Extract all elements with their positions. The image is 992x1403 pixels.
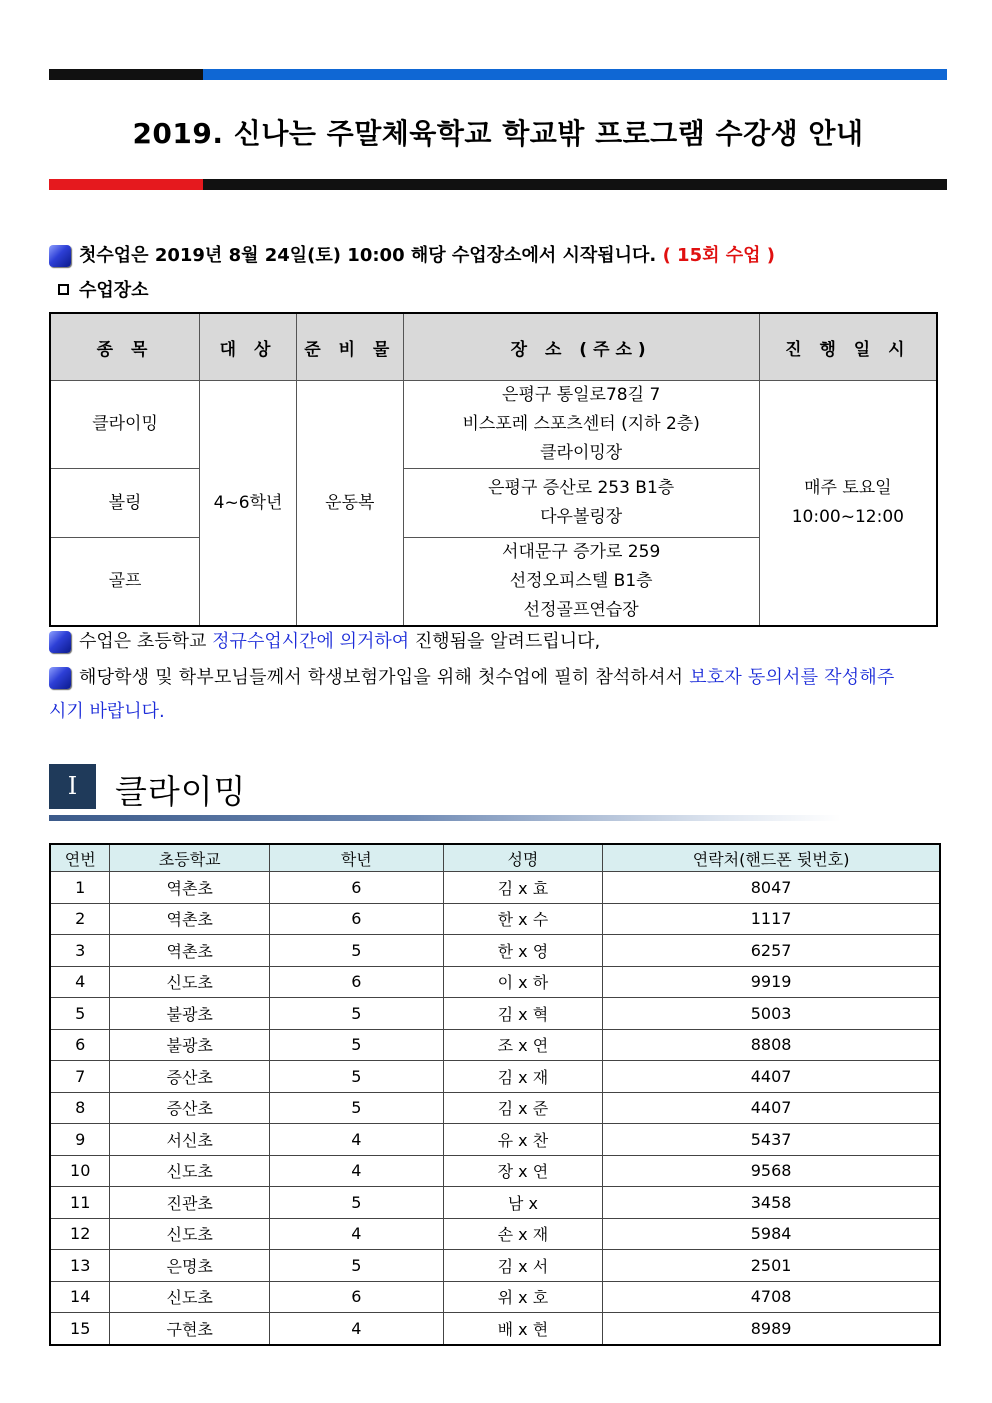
cell-grade: 4 bbox=[270, 1124, 444, 1156]
cell-contact: 2501 bbox=[603, 1250, 940, 1282]
cell-no: 10 bbox=[50, 1155, 110, 1187]
section-title: 클라이밍 bbox=[115, 772, 247, 811]
cell-contact: 9919 bbox=[603, 966, 940, 998]
cell-grade: 6 bbox=[270, 872, 444, 904]
cell-no: 7 bbox=[50, 1061, 110, 1093]
place-line: 다우볼링장 bbox=[540, 507, 623, 527]
cell-grade: 4 bbox=[270, 1313, 444, 1345]
cell-school: 불광초 bbox=[110, 998, 270, 1030]
cell-school: 신도초 bbox=[110, 1218, 270, 1250]
table-row bbox=[50, 1029, 940, 1061]
cell-no: 15 bbox=[50, 1313, 110, 1345]
place-line: 은평구 증산로 253 B1층 bbox=[488, 478, 675, 498]
place-cell bbox=[403, 469, 759, 538]
table-row bbox=[50, 1187, 940, 1219]
table-row bbox=[50, 872, 940, 904]
cell-contact: 6257 bbox=[603, 935, 940, 967]
cell-school: 역촌초 bbox=[110, 903, 270, 935]
table-row bbox=[50, 998, 940, 1030]
blue-square-bullet-icon bbox=[49, 667, 71, 689]
first-class-notice bbox=[49, 241, 775, 267]
cell-name: 김 x 서 bbox=[443, 1250, 603, 1282]
note1-text: 수업은 초등학교 bbox=[79, 631, 213, 652]
cell-school: 증산초 bbox=[110, 1092, 270, 1124]
cell-contact: 9568 bbox=[603, 1155, 940, 1187]
cell-no: 8 bbox=[50, 1092, 110, 1124]
header-supplies: 준 비 물 bbox=[296, 313, 403, 381]
note2-highlight: 보호자 동의서를 작성해주 bbox=[689, 667, 895, 688]
supplies-cell: 운동복 bbox=[296, 381, 403, 627]
schedule-time: 10:00~12:00 bbox=[791, 507, 904, 527]
sport-cell: 클라이밍 bbox=[50, 381, 200, 469]
header-contact: 연락처(핸드폰 뒷번호) bbox=[603, 844, 940, 872]
venue-heading-text: 수업장소 bbox=[79, 280, 149, 301]
cell-school: 증산초 bbox=[110, 1061, 270, 1093]
section-underline bbox=[49, 815, 841, 821]
place-cell bbox=[403, 538, 759, 627]
table-row bbox=[50, 1155, 940, 1187]
cell-grade: 5 bbox=[270, 998, 444, 1030]
cell-name: 김 x 준 bbox=[443, 1092, 603, 1124]
header-target: 대 상 bbox=[200, 313, 297, 381]
cell-contact: 1117 bbox=[603, 903, 940, 935]
place-line: 은평구 통일로78길 7 bbox=[502, 385, 661, 405]
cell-grade: 5 bbox=[270, 1061, 444, 1093]
cell-no: 1 bbox=[50, 872, 110, 904]
place-line: 선정골프연습장 bbox=[523, 600, 639, 620]
cell-name: 김 x 혁 bbox=[443, 998, 603, 1030]
table-row bbox=[50, 1281, 940, 1313]
cell-grade: 5 bbox=[270, 1092, 444, 1124]
cell-contact: 5437 bbox=[603, 1124, 940, 1156]
sessions-count: ( 15회 수업 ) bbox=[662, 245, 776, 266]
cell-name: 한 x 수 bbox=[443, 903, 603, 935]
cell-no: 11 bbox=[50, 1187, 110, 1219]
cell-name: 김 x 효 bbox=[443, 872, 603, 904]
cell-contact: 8047 bbox=[603, 872, 940, 904]
underline-black-segment bbox=[203, 179, 947, 190]
note1-text-end: 진행됨을 알려드립니다, bbox=[409, 631, 601, 652]
cell-grade: 6 bbox=[270, 966, 444, 998]
sport-cell: 볼링 bbox=[50, 469, 200, 538]
cell-school: 신도초 bbox=[110, 1281, 270, 1313]
header-no: 연번 bbox=[50, 844, 110, 872]
cell-name: 이 x 하 bbox=[443, 966, 603, 998]
cell-school: 불광초 bbox=[110, 1029, 270, 1061]
underline-red-segment bbox=[49, 179, 203, 190]
note-regular-hours bbox=[49, 627, 600, 653]
cell-no: 3 bbox=[50, 935, 110, 967]
header-place: 장 소 (주소) bbox=[403, 313, 759, 381]
table-row bbox=[50, 1124, 940, 1156]
cell-grade: 4 bbox=[270, 1155, 444, 1187]
venue-row-climbing bbox=[50, 381, 937, 469]
venue-table bbox=[49, 312, 938, 627]
blue-square-bullet-icon bbox=[49, 245, 71, 267]
cell-name: 장 x 연 bbox=[443, 1155, 603, 1187]
table-row bbox=[50, 966, 940, 998]
cell-contact: 8808 bbox=[603, 1029, 940, 1061]
cell-school: 서신초 bbox=[110, 1124, 270, 1156]
roster-header-row bbox=[50, 844, 940, 872]
cell-contact: 4407 bbox=[603, 1092, 940, 1124]
table-row bbox=[50, 1092, 940, 1124]
cell-no: 13 bbox=[50, 1250, 110, 1282]
cell-school: 신도초 bbox=[110, 1155, 270, 1187]
note2-text: 해당학생 및 학부모님들께서 학생보험가입을 위해 첫수업에 필히 참석하셔서 bbox=[79, 667, 690, 688]
sport-cell: 골프 bbox=[50, 538, 200, 627]
table-row bbox=[50, 935, 940, 967]
header-sport: 종 목 bbox=[50, 313, 200, 381]
schedule-cell bbox=[759, 381, 937, 627]
cell-grade: 5 bbox=[270, 1187, 444, 1219]
page-title: 2019. 신나는 주말체육학교 학교밖 프로그램 수강생 안내 bbox=[132, 117, 864, 150]
cell-name: 유 x 찬 bbox=[443, 1124, 603, 1156]
header-schedule: 진 행 일 시 bbox=[759, 313, 937, 381]
cell-name: 조 x 연 bbox=[443, 1029, 603, 1061]
roster-body bbox=[50, 872, 940, 1345]
table-row bbox=[50, 1250, 940, 1282]
cell-school: 진관초 bbox=[110, 1187, 270, 1219]
cell-no: 9 bbox=[50, 1124, 110, 1156]
top-bar-blue-segment bbox=[203, 69, 947, 80]
cell-contact: 5984 bbox=[603, 1218, 940, 1250]
note2-continuation: 시기 바랍니다. bbox=[49, 701, 165, 722]
cell-school: 은명초 bbox=[110, 1250, 270, 1282]
title-underline-bar bbox=[49, 179, 947, 190]
cell-no: 2 bbox=[50, 903, 110, 935]
note1-highlight: 정규수업시간에 의거하여 bbox=[212, 631, 410, 652]
cell-contact: 3458 bbox=[603, 1187, 940, 1219]
cell-no: 14 bbox=[50, 1281, 110, 1313]
note-insurance bbox=[49, 663, 947, 689]
table-row bbox=[50, 1061, 940, 1093]
cell-contact: 8989 bbox=[603, 1313, 940, 1345]
cell-name: 손 x 재 bbox=[443, 1218, 603, 1250]
cell-name: 김 x 재 bbox=[443, 1061, 603, 1093]
table-row bbox=[50, 903, 940, 935]
cell-grade: 4 bbox=[270, 1218, 444, 1250]
header-name: 성명 bbox=[443, 844, 603, 872]
cell-name: 위 x 호 bbox=[443, 1281, 603, 1313]
place-line: 선정오피스텔 B1층 bbox=[509, 571, 653, 591]
header-grade: 학년 bbox=[270, 844, 444, 872]
header-school: 초등학교 bbox=[110, 844, 270, 872]
roster-table bbox=[49, 843, 941, 1346]
cell-no: 4 bbox=[50, 966, 110, 998]
table-row bbox=[50, 1313, 940, 1345]
cell-school: 역촌초 bbox=[110, 935, 270, 967]
cell-grade: 5 bbox=[270, 935, 444, 967]
cell-grade: 6 bbox=[270, 1281, 444, 1313]
place-cell bbox=[403, 381, 759, 469]
first-class-text: 첫수업은 2019년 8월 24일(토) 10:00 해당 수업장소에서 시작됩니다. bbox=[79, 245, 657, 266]
cell-grade: 5 bbox=[270, 1250, 444, 1282]
cell-name: 배 x 현 bbox=[443, 1313, 603, 1345]
hollow-square-icon bbox=[58, 284, 69, 295]
venue-table-header-row bbox=[50, 313, 937, 381]
cell-name: 남 x bbox=[443, 1187, 603, 1219]
blue-square-bullet-icon bbox=[49, 631, 71, 653]
top-bar-black-segment bbox=[49, 69, 203, 80]
target-cell: 4~6학년 bbox=[200, 381, 297, 627]
cell-school: 신도초 bbox=[110, 966, 270, 998]
cell-school: 역촌초 bbox=[110, 872, 270, 904]
table-row bbox=[50, 1218, 940, 1250]
place-line: 비스포레 스포츠센터 (지하 2층) bbox=[462, 414, 700, 434]
cell-no: 12 bbox=[50, 1218, 110, 1250]
cell-contact: 4708 bbox=[603, 1281, 940, 1313]
top-divider-bar bbox=[49, 69, 947, 80]
cell-school: 구현초 bbox=[110, 1313, 270, 1345]
cell-name: 한 x 영 bbox=[443, 935, 603, 967]
place-line: 서대문구 증가로 259 bbox=[502, 542, 661, 562]
cell-no: 6 bbox=[50, 1029, 110, 1061]
place-line: 클라이밍장 bbox=[540, 443, 623, 463]
cell-grade: 6 bbox=[270, 903, 444, 935]
cell-contact: 5003 bbox=[603, 998, 940, 1030]
cell-contact: 4407 bbox=[603, 1061, 940, 1093]
section-number: I bbox=[49, 764, 96, 809]
schedule-day: 매주 토요일 bbox=[804, 478, 892, 498]
cell-no: 5 bbox=[50, 998, 110, 1030]
cell-grade: 5 bbox=[270, 1029, 444, 1061]
venue-heading bbox=[49, 276, 149, 302]
